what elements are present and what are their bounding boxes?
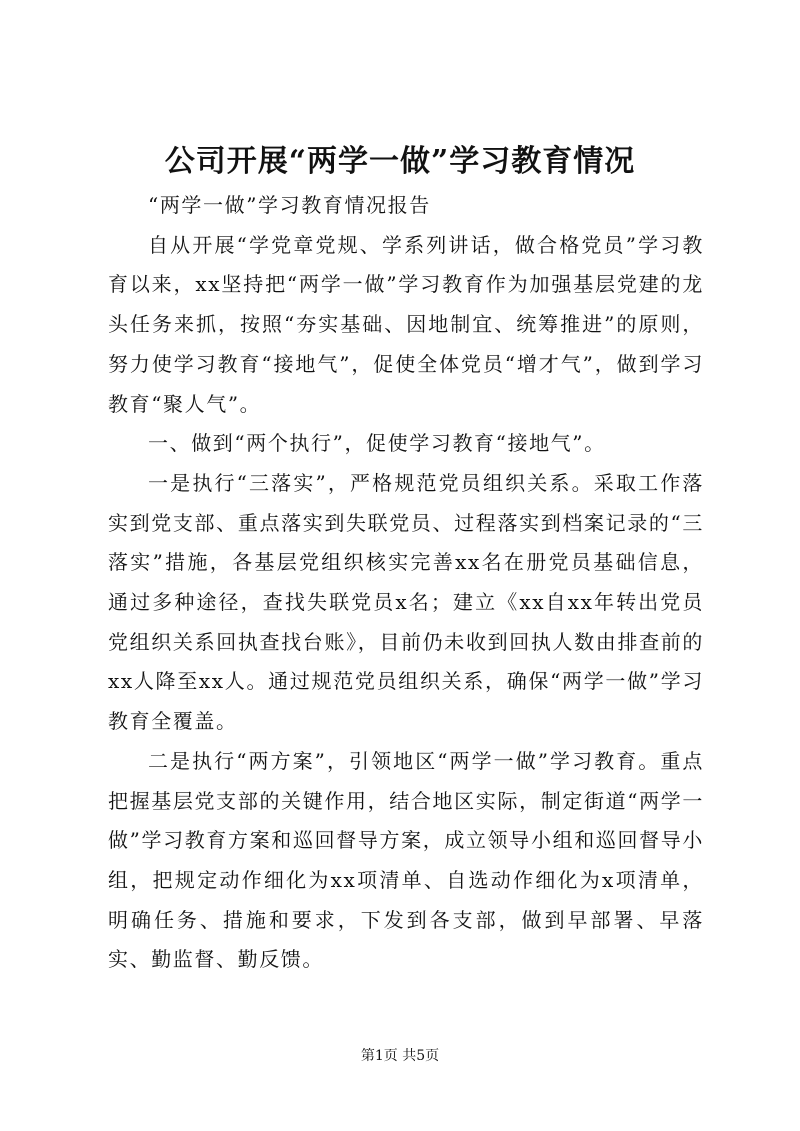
- document-body: [108, 186, 704, 980]
- first-measure-paragraph: 一是执行“三落实”，严格规范党员组织关系。采取工作落实到党支部、重点落实到失联党员、过程落实到档案记录的“三落实”措施，各基层党组织核实完善xx名在册党员基础信息，通过多种途径，查找失联党员x名；建立《xx自xx年转出党员党组织关系回执查找台账》，目前仍未收到回执人数由排查前的xx人降至xx人。通过规范党员组织关系，确保“两学一做”学习教育全覆盖。: [108, 470, 704, 734]
- section-heading-paragraph: 一、做到“两个执行”，促使学习教育“接地气”。: [148, 431, 606, 456]
- intro-paragraph: 自从开展“学党章党规、学系列讲话，做合格党员”学习教育以来，xx坚持把“两学一做”学习教育作为加强基层党建的龙头任务来抓，按照“夯实基础、因地制宜、统筹推进”的原则，努力使学习教育“接地气”，促使全体党员“增才气”，做到学习教育“聚人气”。: [108, 232, 704, 416]
- report-subtitle-paragraph: “两学一做”学习教育情况报告: [148, 193, 431, 217]
- page-number-footer: 第1页 共5页: [360, 1048, 440, 1064]
- document-title: 公司开展“两学一做”学习教育情况: [164, 144, 636, 179]
- second-measure-paragraph: 二是执行“两方案”，引领地区“两学一做”学习教育。重点把握基层党支部的关键作用，结合地区实际，制定街道“两学一做”学习教育方案和巡回督导方案，成立领导小组和巡回督导小组，把规定动作细化为xx项清单、自选动作细化为x项清单，明确任务、措施和要求，下发到各支部，做到早部署、早落实、勤监督、勤反馈。: [108, 748, 704, 972]
